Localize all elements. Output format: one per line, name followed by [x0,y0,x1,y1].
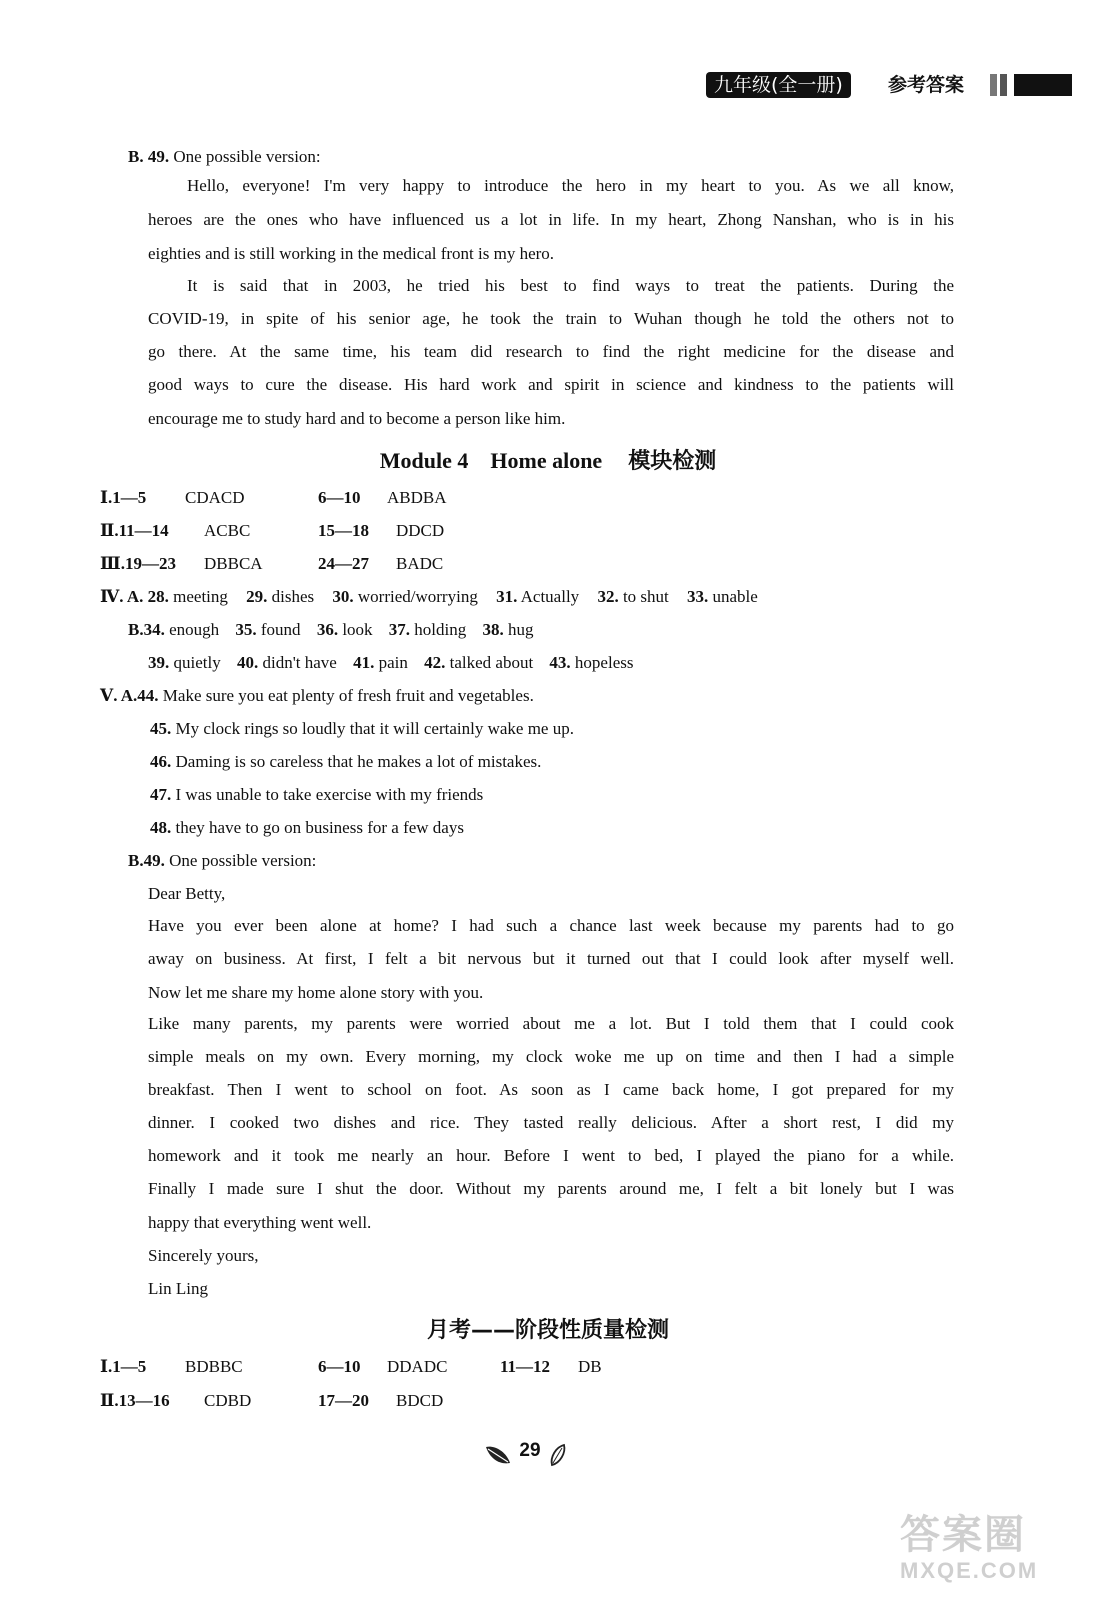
header-decor-bars [990,74,1072,96]
essay-line: It is said that in 2003, he tried his best to find ways to treat the patients. During the [187,276,954,295]
letter-line: dinner. I cooked two dishes and rice. They tasted really delicious. After a short rest, I did my [148,1113,954,1132]
letter-line: Have you ever been alone at home? I had such a chance last week because my parents had to go [148,916,954,935]
prev-b49-heading [128,147,321,167]
answer-value: BDBBC [185,1357,243,1376]
monthly-test-title: 月考——阶段性质量检测 [426,1318,669,1343]
letter-line: away on business. At first, I felt a bit nervous but it turned out that I could look after myself well. [148,949,954,968]
answer-range: 6—10 [318,1357,361,1376]
question-number: B. 49. [128,147,170,166]
answer-value: CDBD [204,1391,252,1410]
essay-line: COVID-19, in spite of his senior age, he took the train to Wuhan though he told the others not to [148,309,954,328]
answer-value: DB [578,1357,602,1376]
page-number: 29 [519,1440,541,1461]
answer-value: DDCD [396,521,445,540]
section-v-a-item: 45. My clock rings so loudly that it will certainly wake me up. [150,719,574,738]
section-v-a-item: Ⅴ. A.44. Make sure you eat plenty of fresh fruit and vegetables. [100,686,534,705]
essay-line: eighties and is still working in the medical front is my hero. [148,244,555,263]
answer-range: 11—12 [500,1357,551,1376]
essay-line: good ways to cure the disease. His hard work and spirit in science and kindness to the patients will [148,375,954,394]
monthly-row-1: Ⅰ.1—5 [100,1357,147,1376]
answer-value: DDADC [387,1357,448,1376]
section-v-b-heading: B.49. One possible version: [128,851,317,870]
essay-line: heroes are the ones who have influenced us a lot in life. In my heart, Zhong Nanshan, who is in his [148,210,954,229]
letter-line: breakfast. Then I went to school on foot. As soon as I came back home, I got prepared for my [148,1080,954,1099]
letter-closing: Sincerely yours, [148,1246,259,1265]
section-v-a-item: 47. I was unable to take exercise with my friends [150,785,484,804]
letter-line: Finally I made sure I shut the door. Without my parents around me, I felt a bit lonely but I was [148,1179,954,1198]
answer-row-3: Ⅲ.19—23 [100,554,176,573]
essay-line: encourage me to study hard and to become a person like him. [148,409,566,428]
module4-title: Module 4 Home alone 模块检测 [379,448,717,474]
answer-row-2: Ⅱ.11—14 [100,521,169,540]
letter-line: homework and it took me nearly an hour. Before I went to bed, I played the piano for a while. [148,1146,954,1165]
question-intro: One possible version: [173,147,321,166]
answer-range: 24—27 [318,554,369,573]
letter-line: simple meals on my own. Every morning, my clock woke me up on time and then I had a simple [148,1047,954,1066]
answer-value: BDCD [396,1391,444,1410]
leaf-right-icon [548,1443,568,1467]
answer-range: 15—18 [318,521,369,540]
answer-value: ABDBA [387,488,447,507]
answer-row-1: Ⅰ.1—5 [100,488,147,507]
answer-range: 6—10 [318,488,361,507]
header-grade-badge: 九年级(全一册) [706,72,851,98]
answer-value: CDACD [185,488,245,507]
letter-line: Now let me share my home alone story with you. [148,983,484,1002]
section-v-a-item: 48. they have to go on business for a few days [150,818,464,837]
monthly-row-2: Ⅱ.13—16 [100,1391,170,1410]
letter-signature: Lin Ling [148,1279,208,1298]
answer-range: 17—20 [318,1391,369,1410]
answer-value: ACBC [204,521,251,540]
section-v-a-item: 46. Daming is so careless that he makes a lot of mistakes. [150,752,542,771]
header-answer-label: 参考答案 [888,74,965,96]
essay-line: Hello, everyone! I'm very happy to introduce the hero in my heart to you. As we all know, [187,176,954,195]
section-iv-a: Ⅳ. A. 28. meeting 29. dishes 30. worried/worrying 31. Actually 32. to shut 33. unable [100,587,758,606]
answer-value: BADC [396,554,444,573]
letter-line: happy that everything went well. [148,1213,372,1232]
watermark-logo: 答案圈 MXQE.COM [900,1512,1039,1583]
letter-line: Like many parents, my parents were worried about me a lot. But I told them that I could cook [148,1014,954,1033]
section-iv-b-line1: B.34. enough 35. found 36. look 37. holding 38. hug [128,620,534,639]
section-iv-b-line2: 39. quietly 40. didn't have 41. pain 42. talked about 43. hopeless [148,653,634,672]
letter-salutation: Dear Betty, [148,884,226,903]
essay-line: go there. At the same time, his team did research to find the right medicine for the disease and [148,342,954,361]
answer-value: DBBCA [204,554,263,573]
